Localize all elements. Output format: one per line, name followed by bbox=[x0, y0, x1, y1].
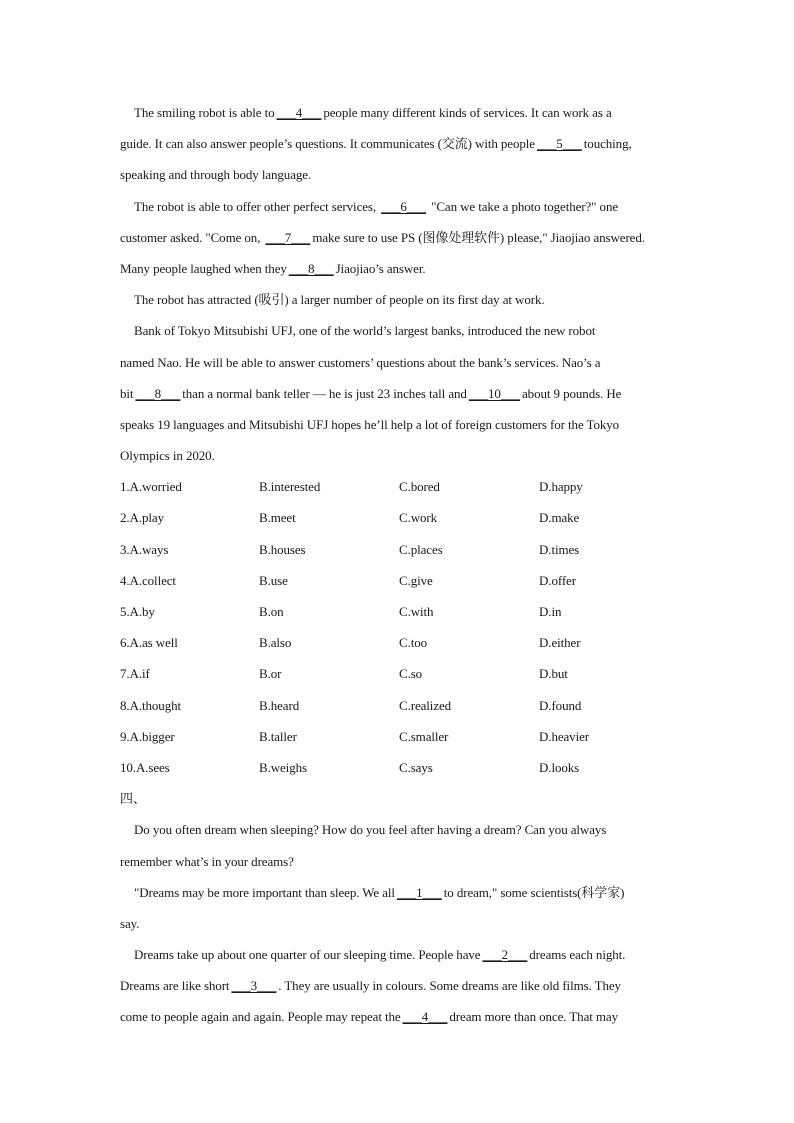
fill-in-blank: ___4___ bbox=[276, 105, 322, 120]
text-segment: touching, bbox=[583, 136, 632, 152]
text-line bbox=[120, 159, 680, 190]
text-segment: customer asked. "Come on, bbox=[120, 229, 264, 245]
text-segment: come to people again and again. People may repeat the bbox=[120, 1009, 401, 1025]
option-choice: 5.A.by bbox=[120, 604, 155, 619]
text-line bbox=[120, 315, 680, 346]
text-segment: people many different kinds of services. It can work as a bbox=[323, 105, 612, 120]
fill-in-blank: ___2___ bbox=[482, 947, 528, 963]
option-choice: C.work bbox=[399, 510, 438, 526]
option-choice: 1.A.worried bbox=[120, 479, 182, 495]
passage-robot bbox=[120, 97, 680, 471]
option-choice: 6.A.as well bbox=[120, 635, 178, 651]
option-choice: 7.A.if bbox=[120, 666, 150, 682]
fill-in-blank: ___5___ bbox=[536, 136, 582, 152]
option-choice: 3.A.ways bbox=[120, 541, 169, 557]
fill-in-blank: ___6___ bbox=[381, 198, 426, 214]
text-line bbox=[120, 378, 680, 409]
option-choice: C.smaller bbox=[399, 728, 449, 744]
text-line bbox=[120, 128, 680, 159]
text-segment: "Can we take a photo together?" one bbox=[427, 198, 619, 214]
text-segment: make sure to use PS (图像处理软件) please," Jiaojiao answered. bbox=[312, 229, 645, 245]
option-choice: C.bored bbox=[399, 479, 440, 495]
text-segment: Do you often dream when sleeping? How do you feel after having a dream? Can you always bbox=[134, 822, 607, 838]
option-choice: B.meet bbox=[259, 510, 296, 526]
text-line bbox=[120, 347, 680, 378]
text-line bbox=[120, 284, 680, 315]
option-choice: B.weighs bbox=[259, 759, 307, 775]
fill-in-blank: ___8___ bbox=[135, 385, 181, 401]
text-line bbox=[120, 1001, 680, 1032]
option-choice: D.but bbox=[539, 666, 568, 682]
fill-in-blank: ___7___ bbox=[265, 229, 311, 245]
text-segment: dream more than once. That may bbox=[449, 1009, 618, 1025]
text-segment: remember what’s in your dreams? bbox=[120, 853, 294, 869]
text-segment: guide. It can also answer people’s questions. It communicates (交流) with people bbox=[120, 136, 535, 152]
option-choice: D.either bbox=[539, 635, 581, 651]
option-choice: C.with bbox=[399, 604, 434, 619]
text-segment: Many people laughed when they bbox=[120, 260, 287, 276]
text-line bbox=[120, 939, 680, 970]
option-choice: D.heavier bbox=[539, 728, 589, 744]
text-line bbox=[120, 97, 680, 128]
text-segment: dreams each night. bbox=[529, 947, 626, 963]
option-choice: C.give bbox=[399, 572, 433, 588]
fill-in-blank: ___3___ bbox=[231, 978, 277, 994]
document-content bbox=[120, 97, 680, 1033]
option-choice: D.times bbox=[539, 541, 580, 557]
option-row bbox=[120, 596, 680, 627]
text-line bbox=[120, 970, 680, 1001]
text-line bbox=[120, 409, 680, 440]
text-line bbox=[120, 253, 680, 284]
option-row bbox=[120, 627, 680, 658]
option-row bbox=[120, 502, 680, 533]
text-segment: Dreams take up about one quarter of our sleeping time. People have bbox=[134, 947, 481, 963]
option-choice: B.on bbox=[259, 604, 284, 619]
text-segment: speaking and through body language. bbox=[120, 167, 312, 183]
option-choice: 10.A.sees bbox=[120, 759, 170, 775]
passage-dreams bbox=[120, 814, 680, 1032]
option-choice: D.looks bbox=[539, 759, 580, 775]
text-segment: The smiling robot is able to bbox=[134, 105, 275, 120]
option-choice: B.interested bbox=[259, 479, 321, 495]
text-line bbox=[120, 877, 680, 908]
fill-in-blank: ___4___ bbox=[402, 1009, 448, 1025]
text-segment: speaks 19 languages and Mitsubishi UFJ hopes he’ll help a lot of foreign customers for the Tokyo bbox=[120, 416, 620, 432]
option-choice: B.use bbox=[259, 572, 288, 588]
fill-in-blank: ___10___ bbox=[468, 385, 521, 401]
option-row bbox=[120, 658, 680, 689]
fill-in-blank: ___1___ bbox=[396, 884, 442, 900]
text-segment: Olympics in 2020. bbox=[120, 448, 215, 464]
text-line bbox=[120, 440, 680, 471]
option-choice: D.found bbox=[539, 697, 582, 713]
text-segment: . They are usually in colours. Some dreams are like old films. They bbox=[278, 978, 621, 994]
option-choice: B.heard bbox=[259, 697, 300, 713]
option-choice: C.too bbox=[399, 635, 428, 651]
text-line bbox=[120, 222, 680, 253]
text-line bbox=[120, 908, 680, 939]
text-segment: The robot has attracted (吸引) a larger number of people on its first day at work. bbox=[134, 292, 545, 308]
option-choice: D.happy bbox=[539, 479, 583, 495]
section-heading: 四、 bbox=[120, 791, 146, 807]
option-row bbox=[120, 721, 680, 752]
option-row bbox=[120, 471, 680, 502]
option-choice: 9.A.bigger bbox=[120, 728, 175, 744]
text-segment: Dreams are like short bbox=[120, 978, 230, 994]
option-choice: C.places bbox=[399, 541, 443, 557]
option-choice: B.houses bbox=[259, 541, 306, 557]
option-choice: C.realized bbox=[399, 697, 452, 713]
option-choice: 2.A.play bbox=[120, 510, 164, 526]
option-row bbox=[120, 534, 680, 565]
text-segment: to dream," some scientists(科学家) bbox=[443, 884, 625, 900]
option-choice: C.says bbox=[399, 759, 433, 775]
fill-in-blank: ___8___ bbox=[288, 260, 334, 276]
text-segment: about 9 pounds. He bbox=[522, 385, 622, 401]
text-segment: than a normal bank teller — he is just 23 inches tall and bbox=[182, 385, 467, 401]
option-row bbox=[120, 752, 680, 783]
text-segment: Bank of Tokyo Mitsubishi UFJ, one of the world’s largest banks, introduced the new robot bbox=[134, 323, 596, 339]
option-choice: D.offer bbox=[539, 572, 576, 588]
option-row bbox=[120, 565, 680, 596]
option-choice: C.so bbox=[399, 666, 423, 682]
text-segment: The robot is able to offer other perfect services, bbox=[134, 198, 380, 214]
option-choice: B.also bbox=[259, 635, 292, 651]
option-choice: 4.A.collect bbox=[120, 572, 176, 588]
text-segment: Jiaojiao’s answer. bbox=[335, 260, 426, 276]
text-segment: say. bbox=[120, 915, 140, 931]
text-segment: bit bbox=[120, 385, 134, 401]
option-choice: D.make bbox=[539, 510, 580, 526]
option-choice: B.taller bbox=[259, 728, 297, 744]
text-line bbox=[120, 191, 680, 222]
text-segment: "Dreams may be more important than sleep. We all bbox=[134, 884, 395, 900]
text-segment: named Nao. He will be able to answer customers’ questions about the bank’s services. Nao’s a bbox=[120, 354, 601, 370]
option-choice: B.or bbox=[259, 666, 282, 682]
option-row bbox=[120, 690, 680, 721]
option-choice: D.in bbox=[539, 604, 562, 619]
text-line bbox=[120, 814, 680, 845]
text-line bbox=[120, 846, 680, 877]
answer-options-table bbox=[120, 471, 680, 783]
option-choice: 8.A.thought bbox=[120, 697, 182, 713]
